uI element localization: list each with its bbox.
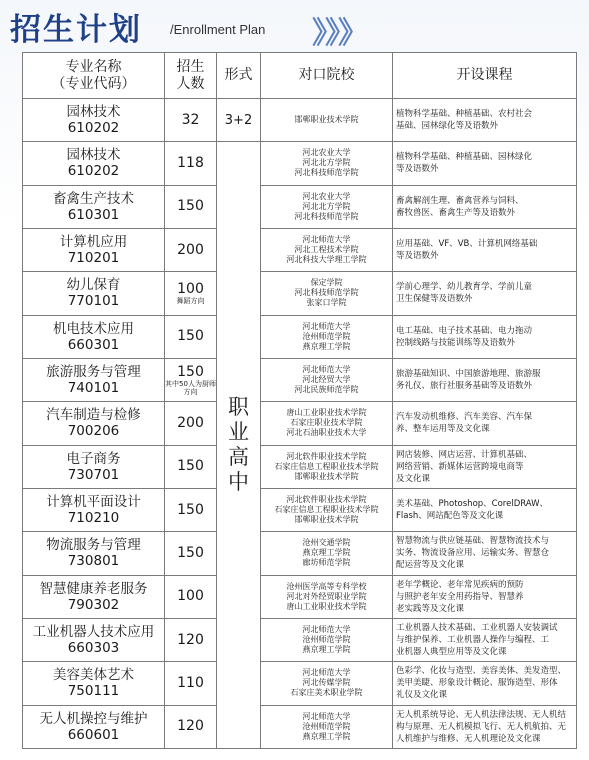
enrollment-count: 120 bbox=[177, 631, 204, 648]
course-line: 人机维护与维修、无人机理论及文化课 bbox=[396, 733, 541, 744]
school-cell bbox=[261, 272, 393, 315]
enrollment-count: 32 bbox=[181, 111, 200, 128]
major-name: 美容美体艺术 bbox=[53, 667, 134, 684]
school-cell bbox=[261, 358, 393, 401]
table-row bbox=[23, 358, 577, 401]
course-line: 礼仪及文化课 bbox=[396, 690, 448, 701]
major-cell bbox=[23, 575, 165, 618]
enrollment-count: 150 bbox=[177, 328, 204, 345]
enrollment-count: 150 bbox=[177, 458, 204, 475]
school-name: 邯郸职业技术学院 bbox=[294, 115, 359, 125]
major-cell bbox=[23, 662, 165, 705]
enrollment-note: 其中50人为厨师方向 bbox=[165, 379, 216, 396]
table-row bbox=[23, 575, 577, 618]
school-cell bbox=[261, 488, 393, 531]
major-code: 710210 bbox=[67, 510, 120, 527]
enrollment-cell bbox=[165, 618, 217, 661]
course-line: 养、整车运用等及文化课 bbox=[396, 424, 490, 435]
courses-cell bbox=[393, 272, 577, 315]
major-cell bbox=[23, 618, 165, 661]
major-name: 机电技术应用 bbox=[53, 320, 134, 337]
school-name: 石家庄美术职业学院 bbox=[290, 688, 363, 698]
course-line: 实务、物流设备应用、运输实务、智慧仓 bbox=[396, 548, 550, 559]
major-cell bbox=[23, 532, 165, 575]
form-char: 高 bbox=[228, 445, 249, 470]
school-cell bbox=[261, 402, 393, 445]
page-header bbox=[0, 0, 589, 50]
school-name: 石家庄信息工程职业技术学院 bbox=[274, 505, 379, 515]
school-name: 张家口学院 bbox=[306, 298, 347, 308]
enrollment-cell bbox=[165, 705, 217, 748]
major-code: 610202 bbox=[67, 163, 120, 180]
page-title: 招生计划 bbox=[10, 12, 142, 48]
course-line: 与照护老年安全用药指导、智慧养 bbox=[396, 591, 524, 602]
course-line: 老年学概论、老年常见疾病的预防 bbox=[396, 579, 524, 590]
major-cell bbox=[23, 142, 165, 185]
major-cell bbox=[23, 402, 165, 445]
school-cell bbox=[261, 315, 393, 358]
courses-cell bbox=[393, 532, 577, 575]
major-cell bbox=[23, 315, 165, 358]
enrollment-count: 150 bbox=[177, 501, 204, 518]
major-name: 无人机操控与维护 bbox=[39, 710, 148, 727]
course-line: 美甲美睫、形象设计概论、服饰造型、形体 bbox=[396, 678, 558, 689]
school-name: 河北农业大学 bbox=[302, 191, 351, 201]
school-name: 邯郸职业技术学院 bbox=[294, 471, 359, 481]
enrollment-cell bbox=[165, 185, 217, 228]
major-cell bbox=[23, 705, 165, 748]
major-cell bbox=[23, 488, 165, 531]
school-name: 河北软件职业技术学院 bbox=[286, 451, 367, 461]
header-enrollment: 招生 人数 bbox=[165, 53, 217, 99]
school-name: 河北石油职业技术大学 bbox=[286, 428, 367, 438]
enrollment-count: 200 bbox=[177, 241, 204, 258]
course-line: 卫生保健等及语数外 bbox=[396, 294, 473, 305]
header-courses: 开设课程 bbox=[393, 53, 577, 99]
school-cell bbox=[261, 532, 393, 575]
school-name: 河北经贸大学 bbox=[302, 375, 351, 385]
course-line: 务礼仪、旅行社服务基础等及语数外 bbox=[396, 381, 533, 392]
major-code: 660303 bbox=[67, 640, 120, 657]
school-name: 沧州交通学院 bbox=[302, 538, 351, 548]
course-line: 畜牧兽医、畜禽生产等及语数外 bbox=[396, 207, 516, 218]
table-row bbox=[23, 315, 577, 358]
school-name: 沧州医学高等专科学校 bbox=[286, 581, 367, 591]
course-line: 构与原理、无人机模拟飞行、无人机航拍、无 bbox=[396, 721, 567, 732]
school-cell bbox=[261, 705, 393, 748]
school-name: 河北北方学院 bbox=[302, 201, 351, 211]
course-line: 网店装修、网店运营、计算机基础、 bbox=[396, 449, 533, 460]
major-name: 工业机器人技术应用 bbox=[32, 624, 155, 641]
school-name: 石家庄信息工程职业技术学院 bbox=[274, 461, 379, 471]
school-name: 唐山工业职业技术学院 bbox=[286, 601, 367, 611]
school-cell bbox=[261, 575, 393, 618]
form-char: 中 bbox=[228, 470, 249, 495]
school-name: 河北农业大学 bbox=[302, 148, 351, 158]
course-line: 老实践等及文化课 bbox=[396, 603, 465, 614]
course-line: 网络营销、新媒体运营跨境电商等 bbox=[396, 461, 524, 472]
course-line: 旅游基础知识、中国旅游地理、旅游服 bbox=[396, 369, 541, 380]
major-code: 740101 bbox=[67, 380, 120, 397]
school-name: 河北科技师范学院 bbox=[294, 168, 359, 178]
school-name: 河北师范大学 bbox=[302, 711, 351, 721]
major-code: 730801 bbox=[67, 553, 120, 570]
course-line: 等及语数外 bbox=[396, 251, 439, 262]
school-name: 保定学院 bbox=[310, 278, 343, 288]
major-cell bbox=[23, 99, 165, 142]
course-line: 电工基础、电子技术基础、电力拖动 bbox=[396, 325, 533, 336]
course-line: 配运营等及文化课 bbox=[396, 560, 465, 571]
major-name: 计算机平面设计 bbox=[46, 494, 141, 511]
courses-cell bbox=[393, 488, 577, 531]
major-code: 660601 bbox=[67, 726, 120, 743]
course-line: 业机器人典型应用等及文化课 bbox=[396, 647, 507, 658]
courses-cell bbox=[393, 315, 577, 358]
enrollment-count: 200 bbox=[177, 414, 204, 431]
courses-cell bbox=[393, 445, 577, 488]
table-row bbox=[23, 488, 577, 531]
course-line: 基础、园林绿化等及语数外 bbox=[396, 121, 499, 132]
school-name: 河北科技师范学院 bbox=[294, 211, 359, 221]
school-cell bbox=[261, 142, 393, 185]
school-name: 河北师范大学 bbox=[302, 668, 351, 678]
enrollment-cell bbox=[165, 532, 217, 575]
major-code: 790302 bbox=[67, 596, 120, 613]
course-line: 学前心理学、幼儿教育学、学前儿童 bbox=[396, 282, 533, 293]
enrollment-cell bbox=[165, 315, 217, 358]
header-school: 对口院校 bbox=[261, 53, 393, 99]
courses-cell bbox=[393, 618, 577, 661]
school-cell bbox=[261, 662, 393, 705]
enrollment-count: 150 bbox=[177, 363, 204, 380]
table-row bbox=[23, 662, 577, 705]
major-cell bbox=[23, 228, 165, 271]
course-line: 与维护保养、工业机器人操作与编程、工 bbox=[396, 635, 550, 646]
major-code: 610202 bbox=[67, 120, 120, 137]
course-line: 智慧物流与供应链基础、智慧物流技术与 bbox=[396, 536, 550, 547]
course-line: 控制线路与技能训练等及语数外 bbox=[396, 337, 516, 348]
course-line: 植物科学基础、种植基础、园林绿化 bbox=[396, 152, 533, 163]
enrollment-count: 150 bbox=[177, 544, 204, 561]
school-name: 廊坊师范学院 bbox=[302, 558, 351, 568]
enrollment-cell bbox=[165, 445, 217, 488]
course-line: 无人机系统导论、无人机法律法规、无人机结 bbox=[396, 709, 567, 720]
school-cell bbox=[261, 228, 393, 271]
school-name: 沧州师范学院 bbox=[302, 721, 351, 731]
table-row bbox=[23, 445, 577, 488]
school-name: 燕京理工学院 bbox=[302, 645, 351, 655]
form-char: 职 bbox=[228, 395, 249, 420]
school-name: 河北传媒学院 bbox=[302, 678, 351, 688]
enrollment-count: 100 bbox=[177, 588, 204, 605]
enrollment-count: 150 bbox=[177, 198, 204, 215]
table-row bbox=[23, 228, 577, 271]
major-code: 770101 bbox=[67, 293, 120, 310]
enrollment-plan-table bbox=[22, 52, 577, 749]
table-row bbox=[23, 142, 577, 185]
major-code: 660301 bbox=[67, 336, 120, 353]
school-name: 沧州师范学院 bbox=[302, 331, 351, 341]
major-name: 智慧健康养老服务 bbox=[39, 580, 148, 597]
table-row bbox=[23, 185, 577, 228]
school-name: 燕京理工学院 bbox=[302, 731, 351, 741]
major-code: 730701 bbox=[67, 466, 120, 483]
table-row bbox=[23, 705, 577, 748]
header-form: 形式 bbox=[217, 53, 261, 99]
enrollment-count: 100 bbox=[177, 280, 204, 297]
course-line: 美术基础、Photoshop、CorelDRAW、 bbox=[396, 499, 549, 510]
course-line: 汽车发动机维修、汽车美容、汽车保 bbox=[396, 412, 533, 423]
major-name: 计算机应用 bbox=[59, 234, 128, 251]
enrollment-cell bbox=[165, 99, 217, 142]
course-line: Flash、网站配色等及文化课 bbox=[396, 511, 504, 522]
school-name: 河北北方学院 bbox=[302, 158, 351, 168]
page-subtitle: /Enrollment Plan bbox=[170, 22, 266, 37]
table-row bbox=[23, 618, 577, 661]
chevron-right-icon: 》》》 bbox=[312, 16, 366, 51]
school-name: 河北师范大学 bbox=[302, 365, 351, 375]
courses-cell bbox=[393, 705, 577, 748]
course-line: 工业机器人技术基础、工业机器人安装调试 bbox=[396, 623, 558, 634]
table-row bbox=[23, 402, 577, 445]
school-name: 河北师范大学 bbox=[302, 625, 351, 635]
major-cell bbox=[23, 445, 165, 488]
school-cell bbox=[261, 185, 393, 228]
school-name: 唐山工业职业技术学院 bbox=[286, 408, 367, 418]
major-cell bbox=[23, 272, 165, 315]
courses-cell bbox=[393, 575, 577, 618]
enrollment-cell bbox=[165, 272, 217, 315]
header-major: 专业名称 （专业代码） bbox=[23, 53, 165, 99]
school-cell bbox=[261, 99, 393, 142]
major-name: 园林技术 bbox=[66, 147, 121, 164]
table-row bbox=[23, 272, 577, 315]
table-row bbox=[23, 99, 577, 142]
major-name: 畜禽生产技术 bbox=[53, 190, 134, 207]
major-name: 园林技术 bbox=[66, 104, 121, 121]
course-line: 色彩学、化妆与造型、美容美体、美发造型、 bbox=[396, 666, 567, 677]
enrollment-cell bbox=[165, 358, 217, 401]
courses-cell bbox=[393, 358, 577, 401]
school-name: 河北对外经贸职业学院 bbox=[286, 591, 367, 601]
enrollment-cell bbox=[165, 575, 217, 618]
major-cell bbox=[23, 358, 165, 401]
course-line: 植物科学基础、种植基础、农村社会 bbox=[396, 109, 533, 120]
table-header-row bbox=[23, 53, 577, 99]
major-code: 700206 bbox=[67, 423, 120, 440]
course-line: 畜禽解剖生理、畜禽营养与饲料、 bbox=[396, 195, 524, 206]
courses-cell bbox=[393, 142, 577, 185]
course-line: 应用基础、VF、VB、计算机网络基础 bbox=[396, 239, 538, 250]
enrollment-cell bbox=[165, 402, 217, 445]
table-row bbox=[23, 532, 577, 575]
form-char: 业 bbox=[228, 420, 249, 445]
enrollment-count: 120 bbox=[177, 718, 204, 735]
major-name: 汽车制造与检修 bbox=[46, 407, 141, 424]
enrollment-count: 110 bbox=[177, 674, 204, 691]
course-line: 等及语数外 bbox=[396, 164, 439, 175]
major-cell bbox=[23, 185, 165, 228]
enrollment-cell bbox=[165, 488, 217, 531]
school-name: 沧州师范学院 bbox=[302, 635, 351, 645]
form-cell-3plus2: 3+2 bbox=[217, 99, 261, 142]
major-code: 750111 bbox=[67, 683, 120, 700]
school-cell bbox=[261, 445, 393, 488]
major-name: 幼儿保育 bbox=[66, 277, 121, 294]
school-name: 河北民族师范学院 bbox=[294, 385, 359, 395]
enrollment-cell bbox=[165, 662, 217, 705]
school-name: 河北师范大学 bbox=[302, 235, 351, 245]
courses-cell bbox=[393, 99, 577, 142]
school-name: 河北科技大学理工学院 bbox=[286, 255, 367, 265]
school-name: 河北软件职业技术学院 bbox=[286, 495, 367, 505]
courses-cell bbox=[393, 228, 577, 271]
enrollment-note: 舞蹈方向 bbox=[176, 296, 205, 305]
course-line: 及文化课 bbox=[396, 473, 431, 484]
school-name: 邯郸职业技术学院 bbox=[294, 515, 359, 525]
school-name: 河北工程技术学院 bbox=[294, 245, 359, 255]
school-cell bbox=[261, 618, 393, 661]
school-name: 河北科技师范学院 bbox=[294, 288, 359, 298]
school-name: 河北师范大学 bbox=[302, 321, 351, 331]
major-code: 610301 bbox=[67, 206, 120, 223]
major-code: 710201 bbox=[67, 250, 120, 267]
major-name: 物流服务与管理 bbox=[46, 537, 141, 554]
major-name: 旅游服务与管理 bbox=[46, 364, 141, 381]
form-cell-vocational-high-school bbox=[217, 142, 261, 749]
school-name: 燕京理工学院 bbox=[302, 548, 351, 558]
enrollment-cell bbox=[165, 228, 217, 271]
enrollment-count: 118 bbox=[177, 154, 204, 171]
school-name: 石家庄职业技术学院 bbox=[290, 418, 363, 428]
courses-cell bbox=[393, 402, 577, 445]
courses-cell bbox=[393, 662, 577, 705]
school-name: 燕京理工学院 bbox=[302, 341, 351, 351]
enrollment-cell bbox=[165, 142, 217, 185]
courses-cell bbox=[393, 185, 577, 228]
major-name: 电子商务 bbox=[66, 450, 121, 467]
